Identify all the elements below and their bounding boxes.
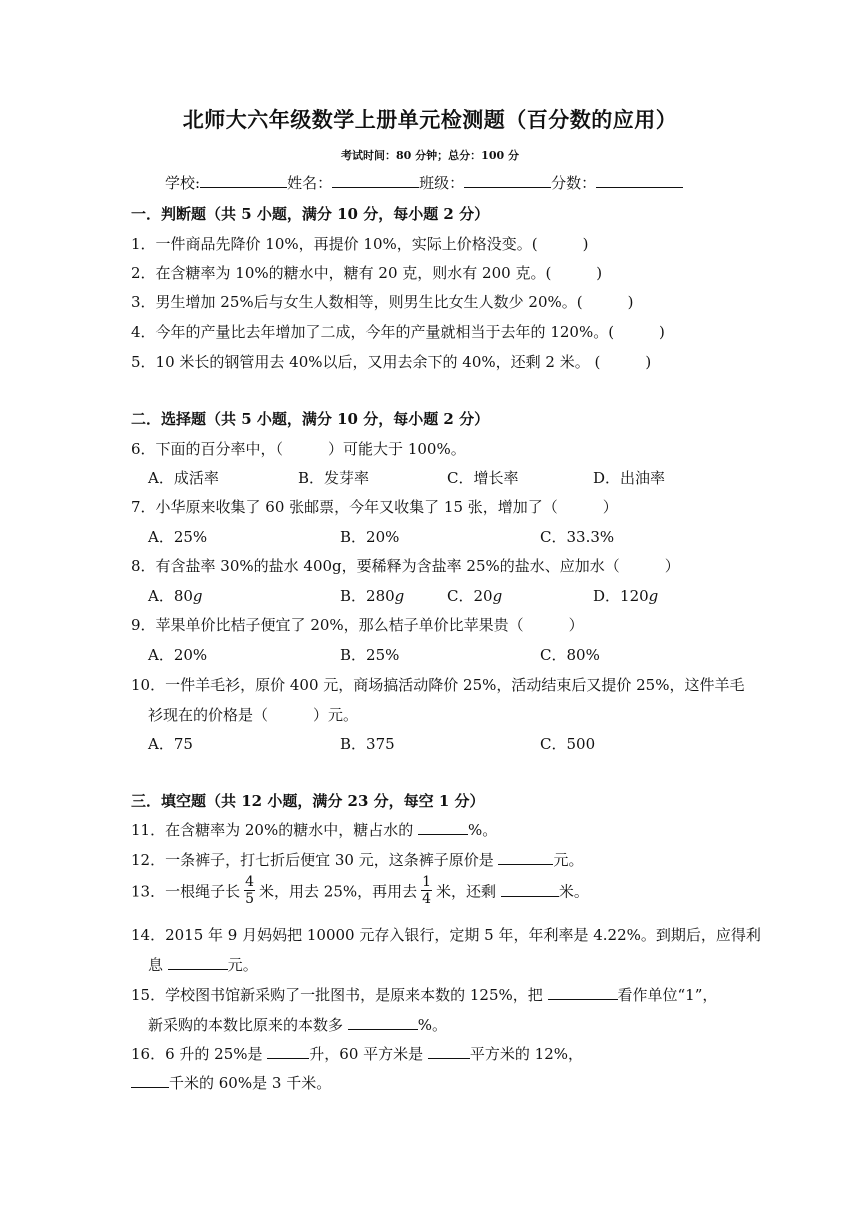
q14-blank[interactable] [168,955,228,970]
page-title: 北师大六年级数学上册单元检测题（百分数的应用） [182,107,678,132]
name-label: 姓名： [287,174,333,192]
q8-option-d: D．120g [593,587,659,605]
class-label: 班级： [419,174,465,192]
q16-blank-3[interactable] [131,1073,169,1088]
q15-blank-2[interactable] [348,1015,418,1030]
question-1: 1．一件商品先降价 10%，再提价 10%，实际上价格没变。( ) [131,235,589,253]
question-6: 6．下面的百分率中，（ ）可能大于 100%。 [131,440,466,458]
question-10-line-2: 衫现在的价格是（ ）元。 [148,706,359,724]
question-2: 2．在含糖率为 10%的糖水中，糖有 20 克，则水有 200 克。( ) [131,264,603,282]
question-11: 11．在含糖率为 20%的糖水中，糖占水的 %。 [131,821,498,839]
question-10-line-1: 10．一件羊毛衫，原价 400 元，商场搞活动降价 25%，活动结束后又提价 25%，这件羊毛 [131,676,745,694]
q6-option-b: B．发芽率 [298,469,370,487]
question-7: 7．小华原来收集了 60 张邮票，今年又收集了 15 张，增加了（ ） [131,498,618,516]
question-3: 3．男生增加 25%后与女生人数相等，则男生比女生人数少 20%。( ) [131,293,634,311]
q7-option-c: C．33.3% [540,528,615,546]
question-15-line-2: 新采购的本数比原来的本数多 %。 [148,1016,448,1034]
question-5: 5．10 米长的钢管用去 40%以后，又用去余下的 40%，还剩 2 米。 ( ) [131,353,652,371]
section-heading-true-false: 一．判断题（共 5 小题，满分 10 分，每小题 2 分） [131,205,490,223]
class-blank[interactable] [464,173,551,188]
q7-option-a: A．25% [148,528,208,546]
school-blank[interactable] [200,173,287,188]
score-blank[interactable] [596,173,683,188]
q10-option-a: A．75 [148,735,193,753]
q9-option-c: C．80% [540,646,600,664]
question-16-line-1: 16．6 升的 25%是 升，60 平方米是 平方米的 12%， [131,1045,584,1063]
score-label: 分数： [551,174,597,192]
school-label: 学校: [165,174,201,192]
q6-option-c: C．增长率 [447,469,519,487]
q10-option-c: C．500 [540,735,596,753]
q15-blank-1[interactable] [548,985,618,1000]
question-16-line-2: 千米的 60%是 3 千米。 [131,1072,331,1093]
question-12: 12．一条裤子，打七折后便宜 30 元，这条裤子原价是 元。 [131,851,584,869]
q10-option-b: B．375 [340,735,395,753]
question-15-line-1: 15．学校图书馆新采购了一批图书，是原来本数的 125%，把 看作单位“1”， [131,986,718,1004]
section-heading-fill-in: 三．填空题（共 12 小题，满分 23 分，每空 1 分） [131,792,485,810]
q16-blank-2[interactable] [428,1044,470,1059]
q9-option-b: B．25% [340,646,400,664]
question-4: 4．今年的产量比去年增加了二成，今年的产量就相当于去年的 120%。( ) [131,323,665,341]
fraction-one-quarter: $\frac{1}{4}$ [422,874,432,907]
question-8: 8．有含盐率 30%的盐水 400g，要稀释为含盐率 25%的盐水、应加水（ ） [131,557,680,575]
fraction-four-fifths: $\frac{4}{5}$ [245,874,255,907]
q7-option-b: B．20% [340,528,400,546]
exam-subtitle: 考试时间：80 分钟；总分：100 分 [341,149,519,162]
q8-option-a: A．80g [148,587,203,605]
q6-option-d: D．出油率 [593,469,666,487]
q6-option-a: A．成活率 [148,469,219,487]
question-9: 9．苹果单价比桔子便宜了 20%，那么桔子单价比苹果贵（ ） [131,616,584,634]
q9-option-a: A．20% [148,646,208,664]
q16-blank-1[interactable] [267,1044,309,1059]
name-blank[interactable] [332,173,419,188]
student-info-row [165,172,683,193]
q13-blank[interactable] [501,882,559,897]
q12-blank[interactable] [498,850,553,865]
q8-option-b: B．280g [340,587,405,605]
q8-option-c: C．20g [447,587,503,605]
q11-blank[interactable] [418,820,468,835]
question-14-line-2: 息 元。 [148,956,258,974]
question-13: 13．一根绳子长 $\frac{4}{5}$ 米，用去 25%，再用去 $\frac{1}{4}$ 米，还剩 米。 [131,874,589,907]
section-heading-multiple-choice: 二．选择题（共 5 小题，满分 10 分，每小题 2 分） [131,410,490,428]
question-14-line-1: 14．2015 年 9 月妈妈把 10000 元存入银行，定期 5 年，年利率是 4.22%。到期后，应得利 [131,926,761,944]
